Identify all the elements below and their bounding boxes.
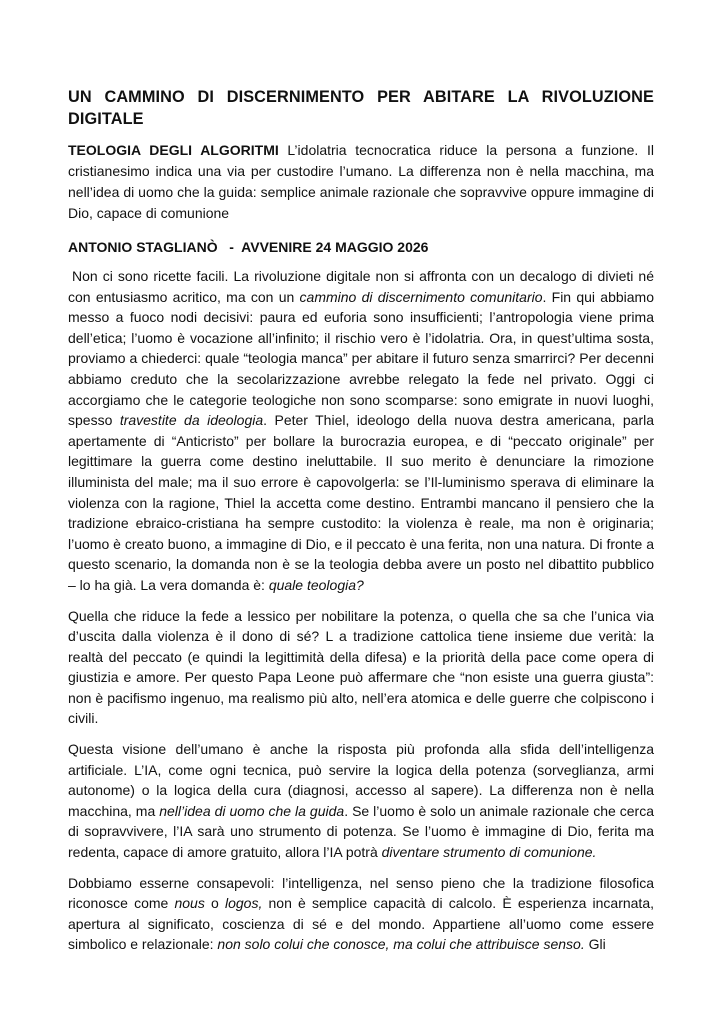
paragraph-3-text: Questa visione dell’umano è anche la risposta più profonda alla sfida dell’intelligenza artificiale. L’IA, come ogni tecnica, può servire la logica della potenza (sorveglianza, armi autonome) o la logica della cura (diagnosi, accesso al sapere). La differenza non è nella macchina, ma: [68, 741, 654, 819]
paragraph-3-emphasis: diventare strumento di comunione.: [381, 844, 597, 861]
paragraph-3: [68, 739, 654, 863]
paragraph-1-emphasis: quale teologia?: [268, 576, 364, 593]
paragraph-4-emphasis: nous: [174, 895, 205, 912]
paragraph-3-emphasis: nell’idea di uomo che la guida: [159, 802, 345, 819]
paragraph-4-text: non è semplice capacità di calcolo. È esperienza incarnata, apertura al significato, coscienza di sé e del mondo. Appartiene all’uomo come essere simbolico e relazionale:: [68, 895, 654, 953]
paragraph-4-text: o: [204, 895, 225, 912]
article-headline: UN CAMMINO DI DISCERNIMENTO PER ABITARE LA RIVOLUZIONE DIGITALE: [68, 88, 654, 128]
article-page: [68, 86, 654, 955]
lead-text: L’idolatria tecnocratica riduce la persona a funzione. Il cristianesimo indica una via per custodire l’umano. La differenza non è nella macchina, ma nell’idea di uomo che la guida: semplice animale razionale che sopravvive oppure immagine di Dio, capace di comunione: [68, 142, 654, 221]
paragraph-2: Quella che riduce la fede a lessico per nobilitare la potenza, o quella che sa che l’unica via d’uscita dalla violenza è il dono di sé? L a tradizione cattolica tiene insieme due verità: la realtà del peccato (e quindi la legittimità della difesa) e la priorità della pace come opera di giustizia e amore. Per questo Papa Leone può affermare che “non esiste una guerra giusta”: non è pacifismo ingenuo, ma realismo più alto, nell’era atomica e delle guerre che colpiscono i civili.: [68, 607, 654, 727]
article-lead: [68, 140, 654, 224]
paragraph-1-text: Non ci sono ricette facili. La rivoluzione digitale non si affronta con un decalogo di divieti né con entusiasmo acritico, ma con un: [68, 268, 654, 305]
article-byline: ANTONIO STAGLIANÒ - AVVENIRE 24 MAGGIO 2026: [68, 239, 429, 255]
lead-kicker: TEOLOGIA DEGLI ALGORITMI: [68, 142, 279, 158]
paragraph-1-emphasis: travestite da ideologia: [119, 412, 264, 429]
paragraph-1: [68, 266, 654, 596]
paragraph-1-emphasis: cammino di discernimento comunitario: [299, 288, 543, 305]
paragraph-4-text: Dobbiamo esserne consapevoli: l’intelligenza, nel senso pieno che la tradizione filosofica riconosce come: [68, 874, 654, 912]
paragraph-4-text: Gli: [584, 936, 606, 953]
paragraph-3-text: . Se l’uomo è solo un animale razionale che cerca di sopravvivere, l’IA sarà uno strumento di potenza. Se l’uomo è immagine di Dio, ferita ma redenta, capace di amore gratuito, allora l’IA potrà: [68, 802, 654, 861]
paragraph-1-text: . Peter Thiel, ideologo della nuova destra americana, parla apertamente di “Anticristo” per bollare la burocrazia europea, e di “peccato originale” per legittimare la guerra come destino ineluttabile. Il suo merito è denunciare la rimozione illuminista del male; ma il suo errore è capovolgerla: se l’Il-luminismo sperava di eliminare la violenza con la ragione, Thiel la accetta come destino. Entrambi mancano il pensiero che la tradizione ebraico-cristiana ha sempre custodito: la violenza è reale, ma non è originaria; l’uomo è creato buono, a immagine di Dio, e il peccato è una ferita, non una natura. Di fronte a questo scenario, la domanda non è se la teologia debba avere un posto nel dibattito pubblico – lo ha già. La vera domanda è:: [68, 412, 655, 593]
paragraph-4: [68, 873, 654, 955]
paragraph-4-emphasis: non solo colui che conosce, ma colui che attribuisce senso.: [217, 936, 585, 953]
paragraph-1-text: . Fin qui abbiamo messo a fuoco nodi decisivi: paura ed euforia sono insufficienti; l’antropologia viene prima dell’etica; l’uomo è vocazione all’infinito; il rischio vero è l’idolatria. Ora, in quest’ultima sosta, proviamo a chiederci: quale “teologia manca” per abitare il futuro senza smarrirci? Per decenni abbiamo creduto che la secolarizzazione avrebbe relegato la fede nel privato. Oggi ci accorgiamo che le categorie teologiche non sono scomparse: sono emigrate in nuovi luoghi, spesso: [68, 288, 654, 429]
paragraph-4-emphasis: logos,: [224, 895, 263, 912]
